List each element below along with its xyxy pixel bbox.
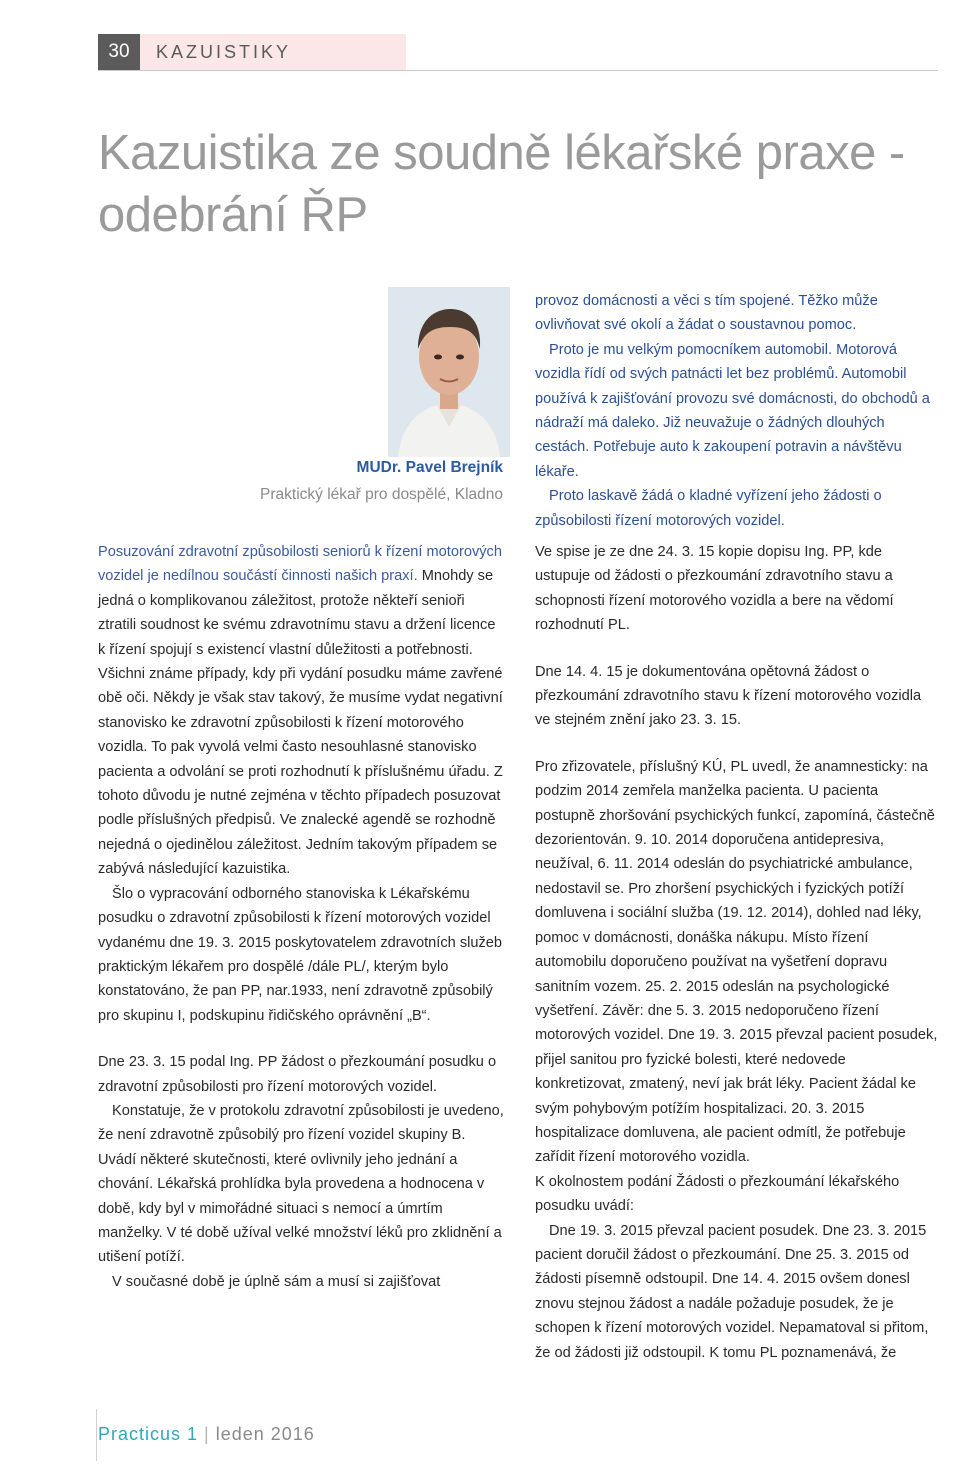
journal-issue: leden 2016 <box>215 1424 315 1444</box>
journal-name: Practicus 1 <box>98 1424 199 1444</box>
article-title-line-1: Kazuistika ze soudně lékařské praxe - <box>98 126 905 180</box>
author-portrait <box>388 287 510 457</box>
paragraph: Ve spise je ze dne 24. 3. 15 kopie dopisu Ing. PP, kde ustupuje od žádosti o přezkoumání zdravotního stavu a schopnosti řízení motorového vozidla a bere na vědomí rozhodnutí PL. <box>535 544 894 634</box>
paragraph: Proto je mu velkým pomocníkem automobil. Motorová vozidla řídí od svých patnácti let bez problémů. Automobil používá k zajišťování provozu své domácnosti, do obchodů a nádraží má daleko. Již neuvažuje o žádných dlouhých cestách. Potřebuje auto k zakoupení potravin a návštěvu lékaře. <box>535 341 930 480</box>
page-footer <box>98 1424 315 1445</box>
paragraph: Dne 14. 4. 15 je dokumentována opětovná žádost o přezkoumání zdravotního stavu k řízení motorového vozidla ve stejném znění jako 23. 3. 15. <box>535 663 922 729</box>
article-title-line-2: odebrání ŘP <box>98 188 368 242</box>
paragraph: Dne 23. 3. 15 podal Ing. PP žádost o přezkoumání posudku o zdravotní způsobilosti pro řízení motorových vozidel. <box>98 1054 497 1095</box>
author-name: MUDr. Pavel Brejník <box>356 459 503 476</box>
article-title <box>98 122 938 246</box>
intro-text: Posuzování zdravotní způsobilosti seniorů k řízení motorových vozidel je nedílnou součástí činnosti našich praxí. <box>98 544 502 585</box>
paragraph: provoz domácnosti a věci s tím spojené. Těžko může ovlivňovat své okolí a žádat o soustavnou pomoc. <box>535 293 878 334</box>
header-bar <box>98 34 406 70</box>
paragraph: Dne 19. 3. 2015 převzal pacient posudek. Dne 23. 3. 2015 pacient doručil žádost o přezkoumání. Dne 25. 3. 2015 od žádosti písemně odstoupil. Dne 14. 4. 2015 ovšem donesl znovu stejnou žádost a nadále požaduje posudek, že je schopen k řízení motorových vozidel. Nepamatoval si přitom, že od žádosti již odstoupil. K tomu PL poznamenává, že <box>535 1222 929 1361</box>
author-role: Praktický lékař pro dospělé, Kladno <box>260 486 503 503</box>
left-column <box>98 540 504 1294</box>
paragraph <box>98 540 504 882</box>
right-column-top <box>535 289 939 533</box>
footer-divider <box>96 1409 97 1461</box>
paragraph: K okolnostem podání Žádosti o přezkoumání lékařského posudku uvádí: <box>535 1173 900 1215</box>
paragraph: Konstatuje, že v protokolu zdravotní způsobilosti je uvedeno, že není zdravotně způsobilý pro řízení vozidel skupiny B. Uvádí některé skutečnosti, které ovlivnily jeho jednání a chování. Lékařská prohlídka byla provedena a hodnocena v době, kdy byl v mimořádné situaci s nemocí a úmrtím manželky. V té době užíval velké množství léků pro zklidnění a utišení potíží. <box>98 1102 504 1266</box>
right-column <box>535 540 939 1365</box>
paragraph: Proto laskavě žádá o kladné vyřízení jeho žádosti o způsobilosti řízení motorových vozidel. <box>535 488 882 529</box>
header-divider <box>98 70 938 71</box>
paragraph: Šlo o vypracování odborného stanoviska k Lékařskému posudku o zdravotní způsobilosti k řízení motorových vozidel vydanému dne 19. 3. 2015 poskytovatelem zdravotních služeb praktickým lékařem pro dospělé /dále PL/, kterým bylo konstatováno, že pan PP, nar.1933, není zdravotně způsobilý pro skupinu I, podskupinu řidičského oprávnění „B“. <box>98 885 503 1024</box>
paragraph-text: Mnohdy se jedná o komplikovanou záležitost, protože někteří senioři ztratili soudnost ke svému zdravotnímu stavu a držení licence k řízení spojují s existencí vlastní důležitosti a potřebnosti. Všichni známe případy, kdy při vydání posudku máme zavřené obě oči. Někdy je však stav takový, že musíme vydat negativní stanovisko ke zdravotní způsobilosti k řízení motorového vozidla. To pak vyvolá velmi často nesouhlasné stanovisko pacienta a odvolání se proti rozhodnutí k příslušnému úřadu. Z tohoto důvodu je nutné zejména v těchto případech posuzovat podle příslušných předpisů. Ve znalecké agendě se rozhodně nejedná o ojedinělou záležitost. Jedním takovým případem se zabývá následující kazuistika. <box>98 568 503 878</box>
section-label: KAZUISTIKY <box>156 42 292 62</box>
paragraph: V současné době je úplně sám a musí si zajišťovat <box>112 1273 441 1290</box>
paragraph: Pro zřizovatele, příslušný KÚ, PL uvedl, že anamnesticky: na podzim 2014 zemřela manželka pacienta. U pacienta postupně zhoršování psychických funkcí, zapomíná, částečně dezorientován. 9. 10. 2014 doporučena antidepresiva, neužíval, 6. 11. 2014 odeslán do psychiatrické ambulance, nedostavil se. Pro zhoršení psychických i fyzických potíží domluvena i sociální služba (19. 12. 2014), dohled nad léky, pomoc v domácnosti, donáška nákupu. Místo řízení automobilu doporučeno používat na vyšetření dopravu sanitním vozem. 25. 2. 2015 odeslán na psychologické vyšetření. Závěr: dne 5. 3. 2015 nedoporučeno řízení motorových vozidel. Dne 19. 3. 2015 převzal pacient posudek, přijel sanitou pro fyzické bolesti, které nedovede konkretizovat, zmatený, neví jak brát léky. Pacient žádal ke svým pohybovým potížím hospitalizaci. 20. 3. 2015 hospitalizace domluvena, ale pacient odmítl, že potřebuje zařídit řízení motorového vozidla. <box>535 758 938 1166</box>
footer-separator: | <box>204 1424 210 1444</box>
page-number: 30 <box>98 34 140 70</box>
